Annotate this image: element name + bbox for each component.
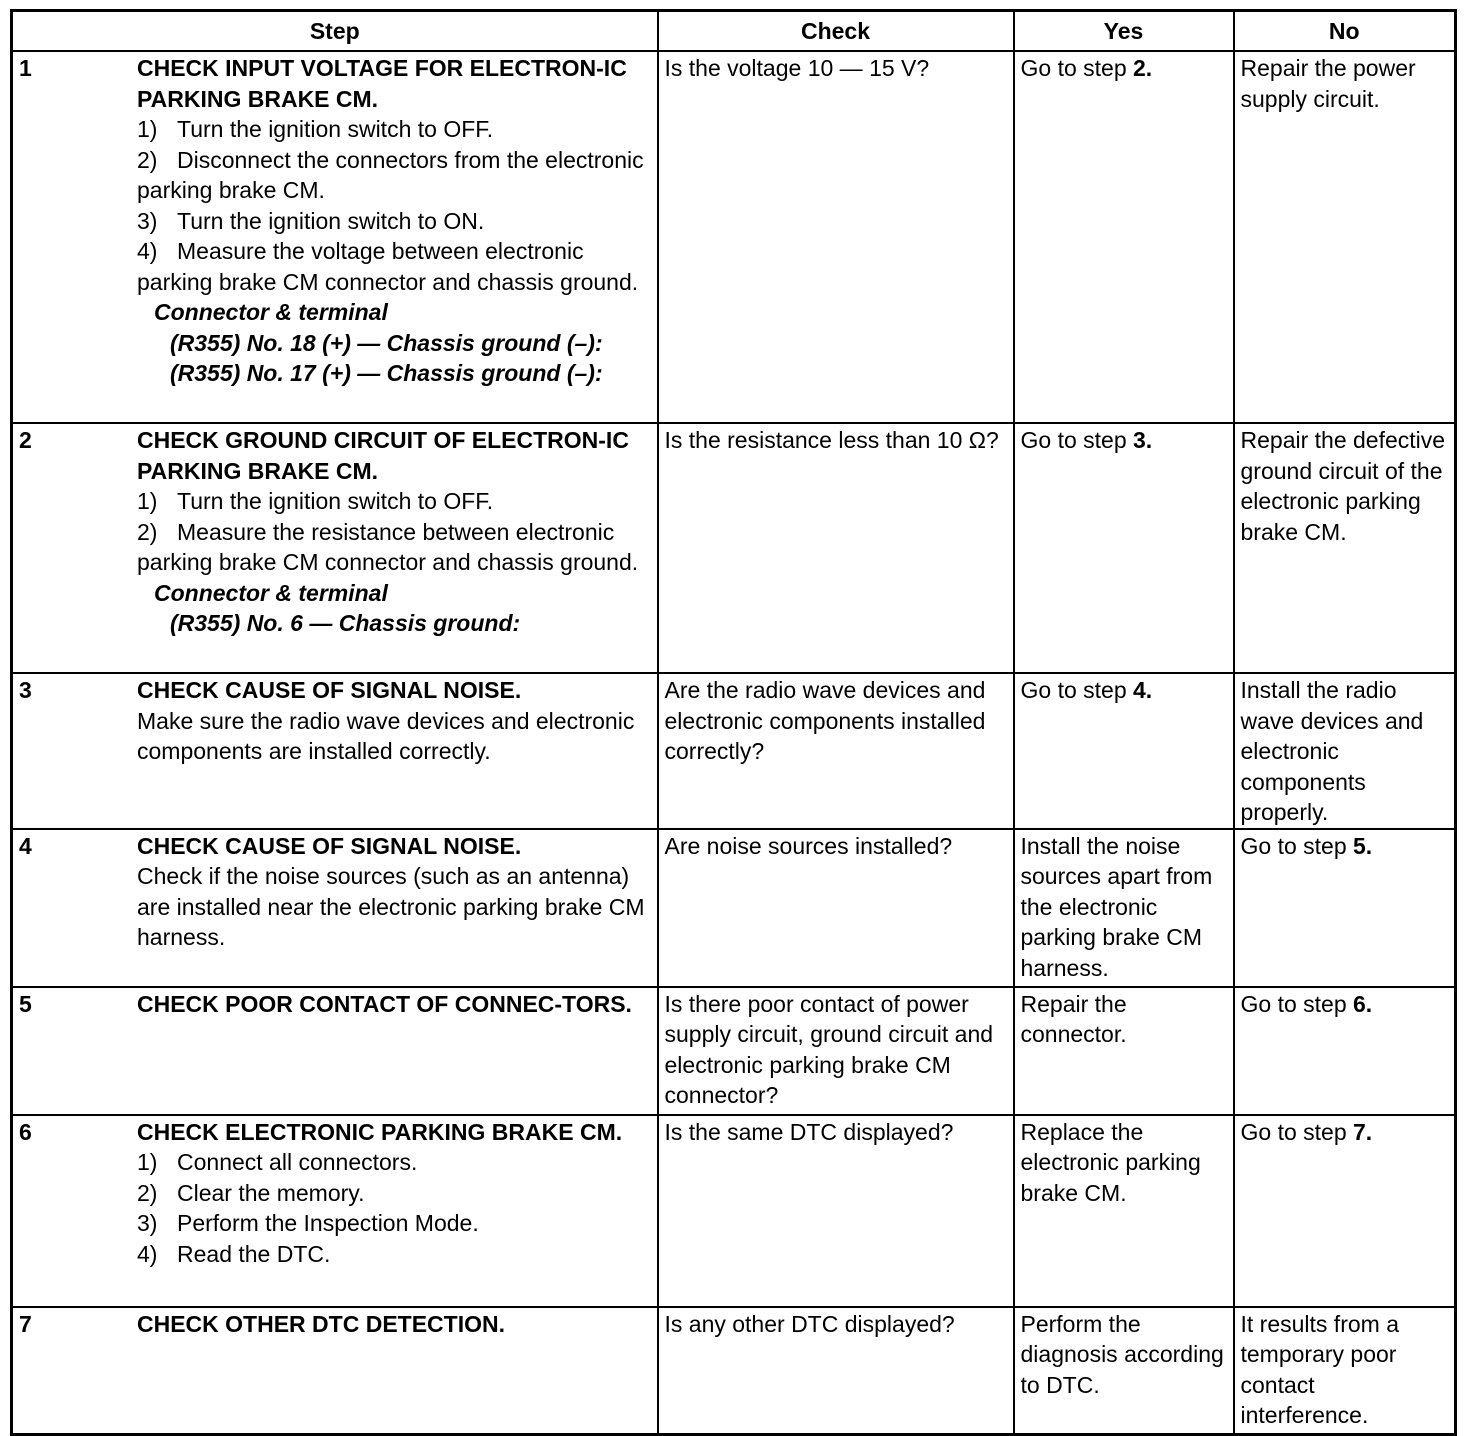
step-cell <box>12 51 658 423</box>
substep-text: Measure the voltage between electronic parking brake CM connector and chassis ground. <box>137 238 639 295</box>
yes-step-link: 4. <box>1133 677 1153 703</box>
substep-number: 2) <box>137 1179 158 1206</box>
substep <box>137 114 651 145</box>
yes-cell <box>1014 1115 1234 1307</box>
connector-terminal: (R355) No. 18 (+) — Chassis ground (–): <box>170 329 603 356</box>
table-row <box>12 423 1456 673</box>
no-cell <box>1234 1115 1456 1307</box>
table-row <box>12 987 1456 1115</box>
yes-cell <box>1014 51 1234 423</box>
substep <box>137 517 651 578</box>
no-step-link: 7. <box>1353 1118 1373 1145</box>
step-cell <box>12 987 658 1115</box>
check-cell: Is the resistance less than 10 Ω? <box>658 423 1014 673</box>
table-row <box>12 1115 1456 1307</box>
step-title: CHECK GROUND CIRCUIT OF ELECTRON-IC PARKING BRAKE CM. <box>137 427 629 484</box>
step-cell <box>12 1307 658 1435</box>
header-no: No <box>1234 11 1456 52</box>
substep-number: 3) <box>137 207 158 234</box>
table-row <box>12 51 1456 423</box>
yes-text: Replace the electronic parking brake CM. <box>1020 1118 1201 1206</box>
step-title: CHECK OTHER DTC DETECTION. <box>137 1310 505 1337</box>
yes-step-link: 3. <box>1133 427 1153 453</box>
step-cell <box>12 423 658 673</box>
step-number: 6 <box>19 1118 32 1145</box>
substep-number: 2) <box>137 146 158 173</box>
no-text: Go to step <box>1240 832 1347 859</box>
yes-text: Repair the connector. <box>1020 990 1127 1047</box>
check-cell: Is the same DTC displayed? <box>658 1115 1014 1307</box>
step-number: 7 <box>19 1310 32 1337</box>
header-step: Step <box>12 11 658 52</box>
substep <box>137 206 651 237</box>
substep <box>137 236 651 297</box>
substep-number: 4) <box>137 238 158 264</box>
step-cell <box>12 829 658 987</box>
substep-text: Measure the resistance between electronic parking brake CM connector and chassis ground. <box>137 518 639 575</box>
table-body <box>12 51 1456 1435</box>
no-text: Install the radio wave devices and electronic components properly. <box>1240 677 1424 825</box>
diagnostic-table <box>10 9 1457 1436</box>
substep-text: Connect all connectors. <box>177 1149 418 1175</box>
step-number: 5 <box>19 990 32 1017</box>
step-description: Make sure the radio wave devices and electronic components are installed correctly. <box>137 707 635 764</box>
step-number: 2 <box>19 427 32 453</box>
no-cell <box>1234 987 1456 1115</box>
check-cell: Are the radio wave devices and electronic components installed correctly? <box>658 673 1014 829</box>
substep <box>137 1239 651 1270</box>
substep-number: 4) <box>137 1240 158 1267</box>
no-step-link: 5. <box>1353 832 1373 859</box>
yes-text: Install the noise sources apart from the electronic parking brake CM harness. <box>1020 832 1213 981</box>
no-text: Repair the defective ground circuit of the electronic parking brake CM. <box>1240 427 1446 545</box>
table-row <box>12 673 1456 829</box>
no-cell <box>1234 1307 1456 1435</box>
no-text: Go to step <box>1240 990 1347 1017</box>
step-title: CHECK INPUT VOLTAGE FOR ELECTRON-IC PARKING BRAKE CM. <box>137 55 627 112</box>
substep-text: Read the DTC. <box>177 1240 331 1267</box>
check-cell: Is there poor contact of power supply circuit, ground circuit and electronic parking brake CM connector? <box>658 987 1014 1115</box>
yes-text: Go to step <box>1020 427 1127 453</box>
yes-cell <box>1014 987 1234 1115</box>
yes-text: Go to step <box>1020 677 1127 703</box>
substep-number: 3) <box>137 1210 158 1236</box>
substep-text: Perform the Inspection Mode. <box>177 1210 479 1236</box>
yes-cell <box>1014 423 1234 673</box>
step-title: CHECK CAUSE OF SIGNAL NOISE. <box>137 677 522 703</box>
substep <box>137 1147 651 1178</box>
yes-cell <box>1014 673 1234 829</box>
no-step-link: 6. <box>1353 990 1373 1017</box>
substep <box>137 1178 651 1209</box>
substep <box>137 486 651 517</box>
substep <box>137 1208 651 1239</box>
connector-terminal: (R355) No. 6 — Chassis ground: <box>170 610 521 636</box>
step-number: 1 <box>19 55 32 81</box>
step-number: 3 <box>19 677 32 703</box>
connector-terminal-heading: Connector & terminal <box>154 299 388 325</box>
no-cell <box>1234 673 1456 829</box>
step-title: CHECK ELECTRONIC PARKING BRAKE CM. <box>137 1118 623 1145</box>
substep-text: Disconnect the connectors from the electronic parking brake CM. <box>137 146 644 203</box>
substep-text: Turn the ignition switch to OFF. <box>177 116 494 142</box>
check-cell: Is the voltage 10 — 15 V? <box>658 51 1014 423</box>
connector-terminal: (R355) No. 17 (+) — Chassis ground (–): <box>170 360 603 386</box>
step-description: Check if the noise sources (such as an antenna) are installed near the electronic parking brake CM harness. <box>137 863 645 950</box>
substep-text: Turn the ignition switch to OFF. <box>177 488 494 514</box>
substep-number: 1) <box>137 1149 158 1175</box>
check-cell: Are noise sources installed? <box>658 829 1014 987</box>
no-text: Go to step <box>1240 1118 1347 1145</box>
step-cell <box>12 673 658 829</box>
substep <box>137 145 651 206</box>
step-title: CHECK POOR CONTACT OF CONNEC-TORS. <box>137 990 632 1017</box>
step-cell <box>12 1115 658 1307</box>
substep-text: Clear the memory. <box>177 1179 365 1206</box>
table-header-row <box>12 11 1456 52</box>
yes-text: Go to step <box>1020 55 1127 81</box>
no-cell <box>1234 51 1456 423</box>
yes-text: Perform the diagnosis according to DTC. <box>1020 1310 1224 1398</box>
connector-terminal-heading: Connector & terminal <box>154 579 388 606</box>
substep-number: 1) <box>137 116 158 142</box>
substep-text: Turn the ignition switch to ON. <box>177 207 485 234</box>
step-title: CHECK CAUSE OF SIGNAL NOISE. <box>137 832 522 859</box>
header-yes: Yes <box>1014 11 1234 52</box>
check-cell: Is any other DTC displayed? <box>658 1307 1014 1435</box>
step-number: 4 <box>19 832 32 859</box>
table-row <box>12 1307 1456 1435</box>
yes-cell <box>1014 1307 1234 1435</box>
no-text: It results from a temporary poor contact interference. <box>1240 1310 1399 1428</box>
substep-number: 1) <box>137 488 158 514</box>
no-cell <box>1234 829 1456 987</box>
no-text: Repair the power supply circuit. <box>1240 55 1416 112</box>
table-row <box>12 829 1456 987</box>
no-cell <box>1234 423 1456 673</box>
yes-cell <box>1014 829 1234 987</box>
substep-number: 2) <box>137 518 158 545</box>
header-check: Check <box>658 11 1014 52</box>
yes-step-link: 2. <box>1133 55 1153 81</box>
